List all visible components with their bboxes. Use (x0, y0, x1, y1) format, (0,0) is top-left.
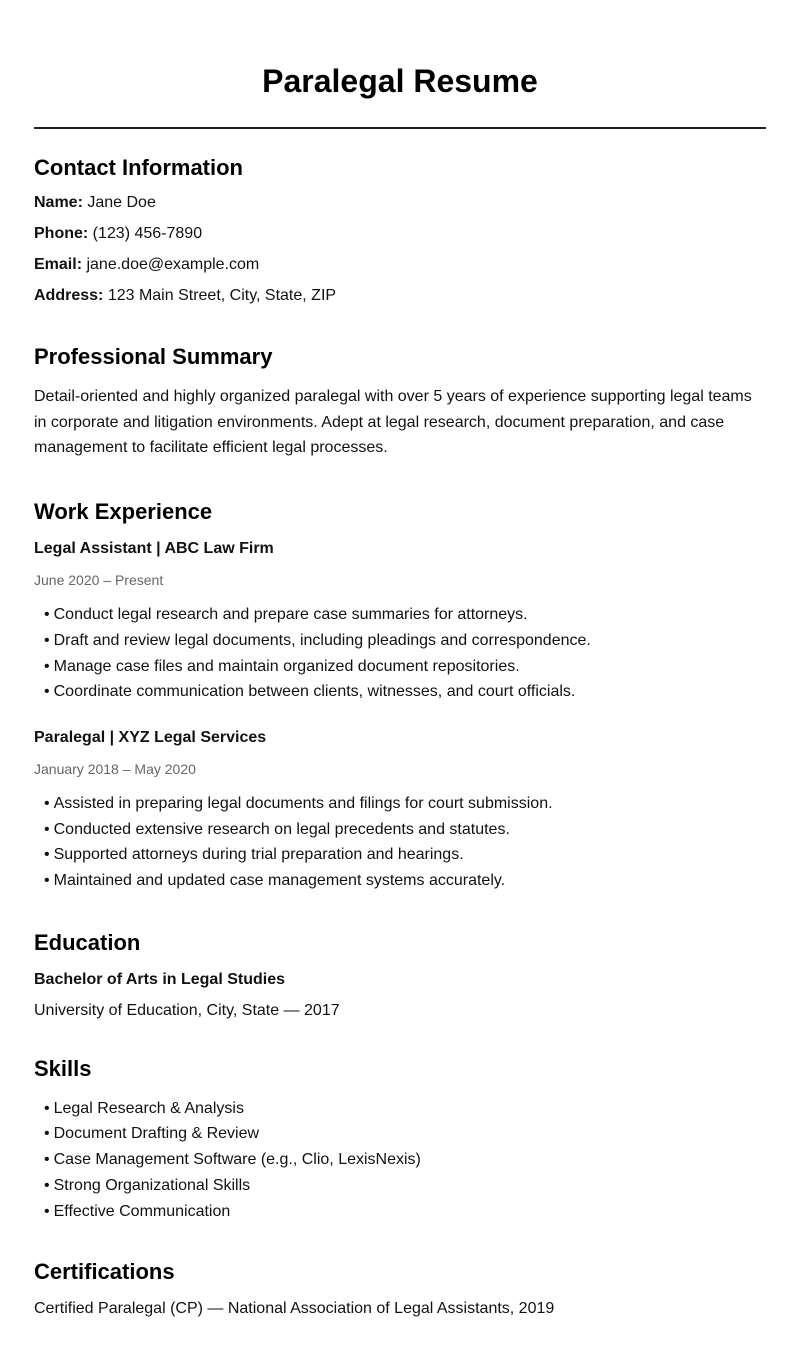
bullet-icon: • (44, 1151, 50, 1169)
list-item (44, 654, 766, 680)
school-info: University of Education, City, State — 2017 (34, 1001, 340, 1019)
summary-heading: Professional Summary (34, 344, 273, 369)
contact-phone-value: (123) 456-7890 (92, 225, 203, 242)
job-dates: January 2018 – May 2020 (34, 760, 196, 777)
resume-page (34, 0, 766, 1319)
list-item-text: Assisted in preparing legal documents and filings for court submission. (53, 794, 553, 812)
skills-list (34, 1096, 766, 1225)
bullet-icon: • (44, 872, 50, 890)
bullet-icon: • (44, 1176, 50, 1194)
bullet-icon: • (44, 1125, 50, 1143)
bullet-icon: • (44, 820, 50, 838)
job-title: Legal Assistant | ABC Law Firm (34, 540, 274, 558)
bullet-icon: • (44, 606, 50, 624)
bullet-icon: • (44, 1202, 50, 1220)
bullet-icon: • (44, 683, 50, 701)
list-item (44, 791, 766, 817)
list-item-text: Document Drafting & Review (53, 1125, 260, 1143)
certifications-heading: Certifications (34, 1259, 175, 1285)
contact-name (34, 193, 766, 213)
list-item (44, 602, 766, 628)
job-duties-list (34, 602, 766, 705)
contact-email-value: jane.doe@example.com (86, 256, 260, 273)
list-item (44, 1121, 766, 1147)
list-item (44, 842, 766, 868)
contact-address (34, 286, 766, 306)
list-item-text: Legal Research & Analysis (53, 1099, 244, 1117)
contact-heading: Contact Information (34, 155, 243, 180)
job-title: Paralegal | XYZ Legal Services (34, 728, 267, 746)
list-item (44, 817, 766, 843)
job-entry (34, 539, 766, 705)
bullet-icon: • (44, 846, 50, 864)
list-item (44, 1096, 766, 1122)
contact-address-value: 123 Main Street, City, State, ZIP (107, 287, 337, 304)
contact-address-label: Address: (34, 287, 104, 304)
list-item-text: Strong Organizational Skills (53, 1176, 251, 1194)
education-section (34, 929, 766, 1021)
bullet-icon: • (44, 657, 50, 675)
contact-phone (34, 224, 766, 244)
certifications-section (34, 1258, 766, 1319)
list-item (44, 679, 766, 705)
page-title: Paralegal Resume (262, 63, 538, 99)
contact-email-label: Email: (34, 256, 83, 273)
list-item-text: Conducted extensive research on legal precedents and statutes. (53, 820, 510, 838)
list-item-text: Conduct legal research and prepare case summaries for attorneys. (53, 606, 528, 624)
contact-name-label: Name: (34, 194, 83, 211)
certification-entry: Certified Paralegal (CP) — National Association of Legal Assistants, 2019 (34, 1300, 555, 1318)
contact-email (34, 255, 766, 275)
education-heading: Education (34, 929, 141, 955)
job-dates: June 2020 – Present (34, 572, 164, 589)
list-item (44, 1199, 766, 1225)
degree-title: Bachelor of Arts in Legal Studies (34, 970, 286, 988)
list-item-text: Supported attorneys during trial preparation and hearings. (53, 846, 464, 864)
bullet-icon: • (44, 794, 50, 812)
list-item-text: Draft and review legal documents, including pleadings and correspondence. (53, 631, 591, 649)
summary-text: Detail-oriented and highly organized paralegal with over 5 years of experience supporting legal teams in corporate and litigation environments. Adept at legal research, document preparation, and case management to facilitate efficient legal processes. (34, 388, 752, 457)
work-section (34, 498, 766, 894)
contact-list (34, 193, 766, 306)
work-heading: Work Experience (34, 499, 213, 525)
list-item (44, 628, 766, 654)
list-item-text: Effective Communication (53, 1202, 231, 1220)
contact-name-value: Jane Doe (87, 194, 156, 211)
list-item (44, 868, 766, 894)
contact-section (34, 154, 766, 306)
job-entry (34, 728, 766, 894)
skills-section (34, 1055, 766, 1225)
list-item-text: Maintained and updated case management systems accurately. (53, 872, 506, 890)
list-item (44, 1147, 766, 1173)
list-item-text: Manage case files and maintain organized document repositories. (53, 657, 520, 675)
list-item-text: Case Management Software (e.g., Clio, LexisNexis) (53, 1151, 421, 1169)
skills-heading: Skills (34, 1055, 92, 1081)
list-item (44, 1173, 766, 1199)
bullet-icon: • (44, 1099, 50, 1117)
contact-phone-label: Phone: (34, 225, 89, 242)
bullet-icon: • (44, 631, 50, 649)
job-duties-list (34, 791, 766, 894)
summary-section (34, 343, 766, 461)
title-divider (34, 127, 766, 129)
list-item-text: Coordinate communication between clients, witnesses, and court officials. (53, 683, 576, 701)
